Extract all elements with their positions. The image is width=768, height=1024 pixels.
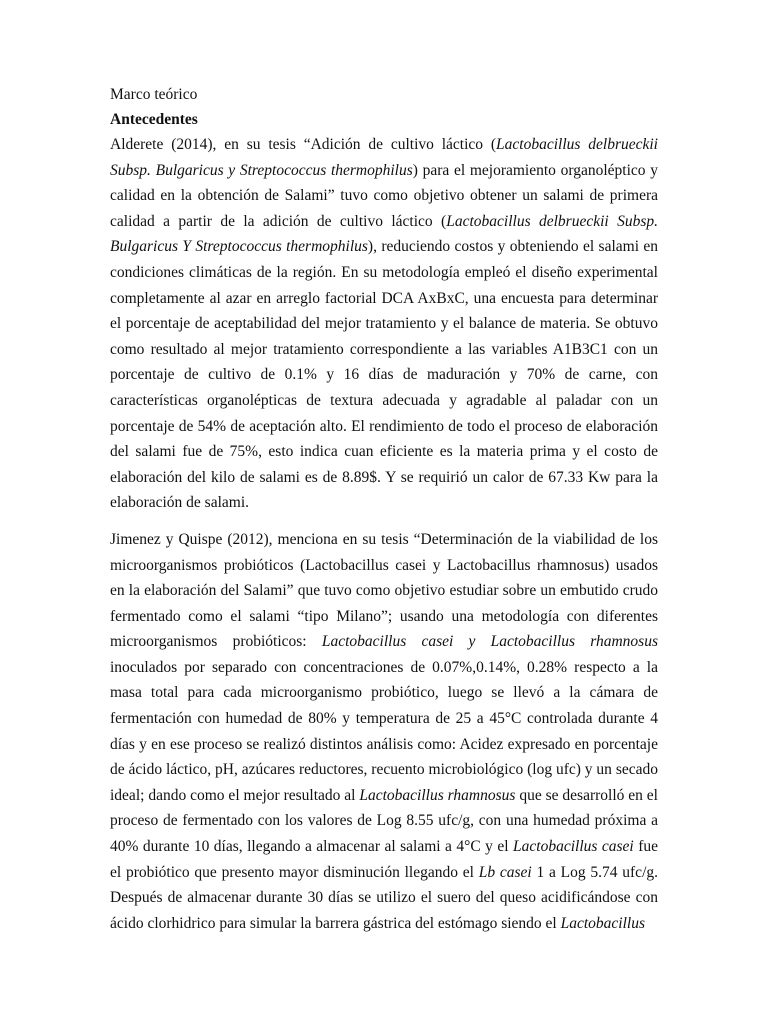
italic-species-run: Lactobacillus delbrueckii Subsp. Bulgaricus y Streptococcus thermophilus [110, 136, 658, 179]
text-run: que se desarrolló en el proceso de fermentado con los valores de Log 8.55 ufc/g, con una humedad próxima a 40% durante 10 días, llegando a almacenar al salami a 4°C y el [110, 786, 658, 856]
italic-species-run: Lactobacillus [560, 914, 645, 932]
italic-species-run: Lactobacillus casei [513, 838, 634, 856]
text-run: inoculados por separado con concentraciones de 0.07%,0.14%, 0.28% respecto a la masa total para cada microorganismo probiótico, luego se llevó a la cámara de fermentación con humedad de 80% y temperatura de 25 a 45°C controlada durante 4 días y en ese proceso se realizó distintos análisis como: Acidez expresado en porcentaje de ácido láctico, pH, azúcares reductores, recuento microbiológico (log ufc) y un secado ideal; dando como el mejor resultado al [110, 658, 658, 804]
text-run: ) para el mejoramiento organoléptico y calidad en la obtención de Salami” tuvo como objetivo obtener un salami de primera calidad a partir de la adición de cultivo láctico ( [110, 161, 658, 230]
paragraph-alderete [110, 132, 658, 516]
text-run: Jimenez y Quispe (2012), menciona en su tesis “Determinación de la viabilidad de los microorganismos probióticos (Lactobacillus casei y Lactobacillus rhamnosus) usados en la elaboración del Salami” que tuvo como objetivo estudiar sobre un embutido crudo fermentado como el salami “tipo Milano”; usando una metodología con diferentes microorganismos probióticos: [110, 530, 658, 651]
document-page [110, 84, 658, 936]
paragraph-jimenez-quispe [110, 527, 658, 937]
section-title: Marco teórico [110, 86, 198, 103]
heading-antecedentes: Antecedentes [110, 111, 198, 128]
italic-species-run: Lactobacillus rhamnosus [359, 786, 516, 804]
text-run: Alderete (2014), en su tesis “Adición de cultivo láctico ( [110, 136, 497, 153]
text-run: ), reduciendo costos y obteniendo el salami en condiciones climáticas de la región. En su metodología empleó el diseño experimental completamente al azar en arreglo factorial DCA AxBxC, una encuesta para determinar el porcentaje de aceptabilidad del mejor tratamiento y el balance de materia. Se obtuvo como resultado al mejor tratamiento correspondiente a las variables A1B3C1 con un porcentaje de cultivo de 0.1% y 16 días de maduración y 70% de carne, con características organolépticas de textura adecuada y agradable al paladar con un porcentaje de 54% de aceptación alto. El rendimiento de todo el proceso de elaboración del salami fue de 75%, esto indica cuan eficiente es la materia prima y el costo de elaboración del kilo de salami es de 8.89$. Y se requirió un calor de 67.33 Kw para la elaboración de salami. [110, 238, 659, 512]
text-run: 1 a Log 5.74 ufc/g. Después de almacenar durante 30 días se utilizo el suero del queso acidificándose con ácido clorhidrico para simular la barrera gástrica del estómago siendo el [110, 863, 658, 932]
text-run: fue el probiótico que presento mayor disminución llegando el [110, 838, 658, 881]
italic-species-run: Lactobacillus casei y Lactobacillus rhamnosus [321, 633, 658, 651]
italic-species-run: Lactobacillus delbrueckii Subsp. Bulgaricus Y Streptococcus thermophilus [110, 212, 658, 256]
italic-species-run: Lb casei [478, 863, 532, 881]
